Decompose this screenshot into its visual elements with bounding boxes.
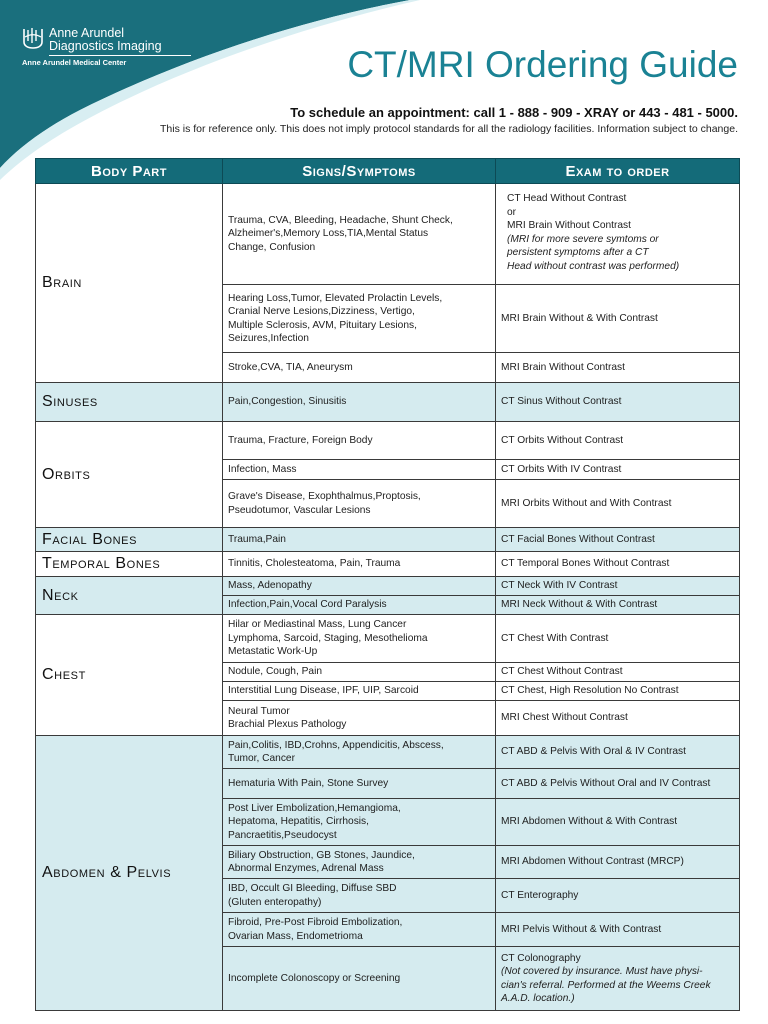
body-part-facial-bones: Facial Bones	[36, 528, 223, 552]
exam-cell: CT Chest Without Contrast	[496, 663, 740, 682]
signs-cell: Hilar or Mediastinal Mass, Lung Cancer Lymphoma, Sarcoid, Staging, Mesothelioma Metastatic Work-Up	[223, 615, 496, 663]
exam-cell: MRI Abdomen Without Contrast (MRCP)	[496, 846, 740, 879]
exam-cell: MRI Abdomen Without & With Contrast	[496, 799, 740, 846]
signs-cell: Pain,Colitis, IBD,Crohns, Appendicitis, Abscess, Tumor, Cancer	[223, 736, 496, 769]
signs-cell: Interstitial Lung Disease, IPF, UIP, Sarcoid	[223, 682, 496, 701]
exam-cell: MRI Pelvis Without & With Contrast	[496, 913, 740, 947]
exam-cell: CT Temporal Bones Without Contrast	[496, 552, 740, 577]
exam-cell: CT Orbits With IV Contrast	[496, 460, 740, 480]
exam-cell: CT Head Without Contrast or MRI Brain Without Contrast (MRI for more severe symtoms or persistent symptoms after a CT Head without contrast was performed)	[496, 184, 740, 285]
signs-cell: Trauma, CVA, Bleeding, Headache, Shunt Check, Alzheimer's,Memory Loss,TIA,Mental Status Change, Confusion	[223, 184, 496, 285]
exam-cell: CT Sinus Without Contrast	[496, 383, 740, 422]
exam-cell: CT Enterography	[496, 879, 740, 913]
signs-cell: Post Liver Embolization,Hemangioma, Hepatoma, Hepatitis, Cirrhosis, Pancraetitis,Pseudocyst	[223, 799, 496, 846]
signs-cell: Stroke,CVA, TIA, Aneurysm	[223, 353, 496, 383]
exam-cell: CT Facial Bones Without Contrast	[496, 528, 740, 552]
exam-cell: CT Neck With IV Contrast	[496, 577, 740, 596]
table-row	[36, 383, 740, 422]
signs-cell: Incomplete Colonoscopy or Screening	[223, 947, 496, 1011]
table-row	[36, 577, 740, 596]
table-row	[36, 736, 740, 769]
table-row	[36, 422, 740, 460]
exam-cell: MRI Brain Without Contrast	[496, 353, 740, 383]
signs-cell: IBD, Occult GI Bleeding, Diffuse SBD (Gluten enteropathy)	[223, 879, 496, 913]
logo-mark-icon	[22, 26, 44, 50]
signs-cell: Neural Tumor Brachial Plexus Pathology	[223, 701, 496, 736]
table-row	[36, 184, 740, 285]
signs-cell: Grave's Disease, Exophthalmus,Proptosis, Pseudotumor, Vascular Lesions	[223, 480, 496, 528]
body-part-abdomen-pelvis: Abdomen & Pelvis	[36, 736, 223, 1011]
exam-cell: MRI Brain Without & With Contrast	[496, 285, 740, 353]
body-part-brain: Brain	[36, 184, 223, 383]
signs-cell: Mass, Adenopathy	[223, 577, 496, 596]
schedule-info: To schedule an appointment: call 1 - 888 - 909 - XRAY or 443 - 481 - 5000.	[290, 105, 738, 120]
table-row	[36, 552, 740, 577]
table-row	[36, 528, 740, 552]
org-name-line2: Diagnostics Imaging	[49, 39, 162, 53]
table-header-row	[36, 159, 740, 184]
signs-cell: Hematuria With Pain, Stone Survey	[223, 769, 496, 799]
exam-cell: MRI Chest Without Contrast	[496, 701, 740, 736]
exam-cell: MRI Neck Without & With Contrast	[496, 596, 740, 615]
exam-cell: CT ABD & Pelvis Without Oral and IV Contrast	[496, 769, 740, 799]
signs-cell: Pain,Congestion, Sinusitis	[223, 383, 496, 422]
org-name-line1: Anne Arundel	[49, 26, 125, 40]
exam-cell: CT Chest With Contrast	[496, 615, 740, 663]
signs-cell: Hearing Loss,Tumor, Elevated Prolactin Levels, Cranial Nerve Lesions,Dizziness, Vertigo, Multiple Sclerosis, AVM, Pituitary Lesions, Seizures,Infection	[223, 285, 496, 353]
page-title: CT/MRI Ordering Guide	[347, 44, 738, 85]
signs-cell: Trauma,Pain	[223, 528, 496, 552]
exam-cell: CT ABD & Pelvis With Oral & IV Contrast	[496, 736, 740, 769]
body-part-chest: Chest	[36, 615, 223, 736]
body-part-orbits: Orbits	[36, 422, 223, 528]
body-part-neck: Neck	[36, 577, 223, 615]
signs-cell: Fibroid, Pre-Post Fibroid Embolization, Ovarian Mass, Endometrioma	[223, 913, 496, 947]
exam-cell: CT Orbits Without Contrast	[496, 422, 740, 460]
signs-cell: Trauma, Fracture, Foreign Body	[223, 422, 496, 460]
ordering-guide-table	[35, 158, 740, 1011]
signs-cell: Infection, Mass	[223, 460, 496, 480]
column-header-signs: Signs/Symptoms	[223, 159, 496, 184]
column-header-body-part: Body Part	[36, 159, 223, 184]
body-part-temporal-bones: Temporal Bones	[36, 552, 223, 577]
signs-cell: Infection,Pain,Vocal Cord Paralysis	[223, 596, 496, 615]
disclaimer: This is for reference only. This does not imply protocol standards for all the radiology facilities. Information subject to change.	[160, 123, 738, 135]
exam-cell: CT Colonography (Not covered by insurance. Must have physi- cian's referral. Performed at the Weems Creek A.A.D. location.)	[496, 947, 740, 1011]
signs-cell: Nodule, Cough, Pain	[223, 663, 496, 682]
signs-cell: Tinnitis, Cholesteatoma, Pain, Trauma	[223, 552, 496, 577]
logo-rule	[49, 55, 191, 56]
body-part-sinuses: Sinuses	[36, 383, 223, 422]
exam-cell: MRI Orbits Without and With Contrast	[496, 480, 740, 528]
table-row	[36, 615, 740, 663]
column-header-exam: Exam to order	[496, 159, 740, 184]
exam-cell: CT Chest, High Resolution No Contrast	[496, 682, 740, 701]
signs-cell: Biliary Obstruction, GB Stones, Jaundice, Abnormal Enzymes, Adrenal Mass	[223, 846, 496, 879]
org-subtitle: Anne Arundel Medical Center	[22, 58, 127, 67]
